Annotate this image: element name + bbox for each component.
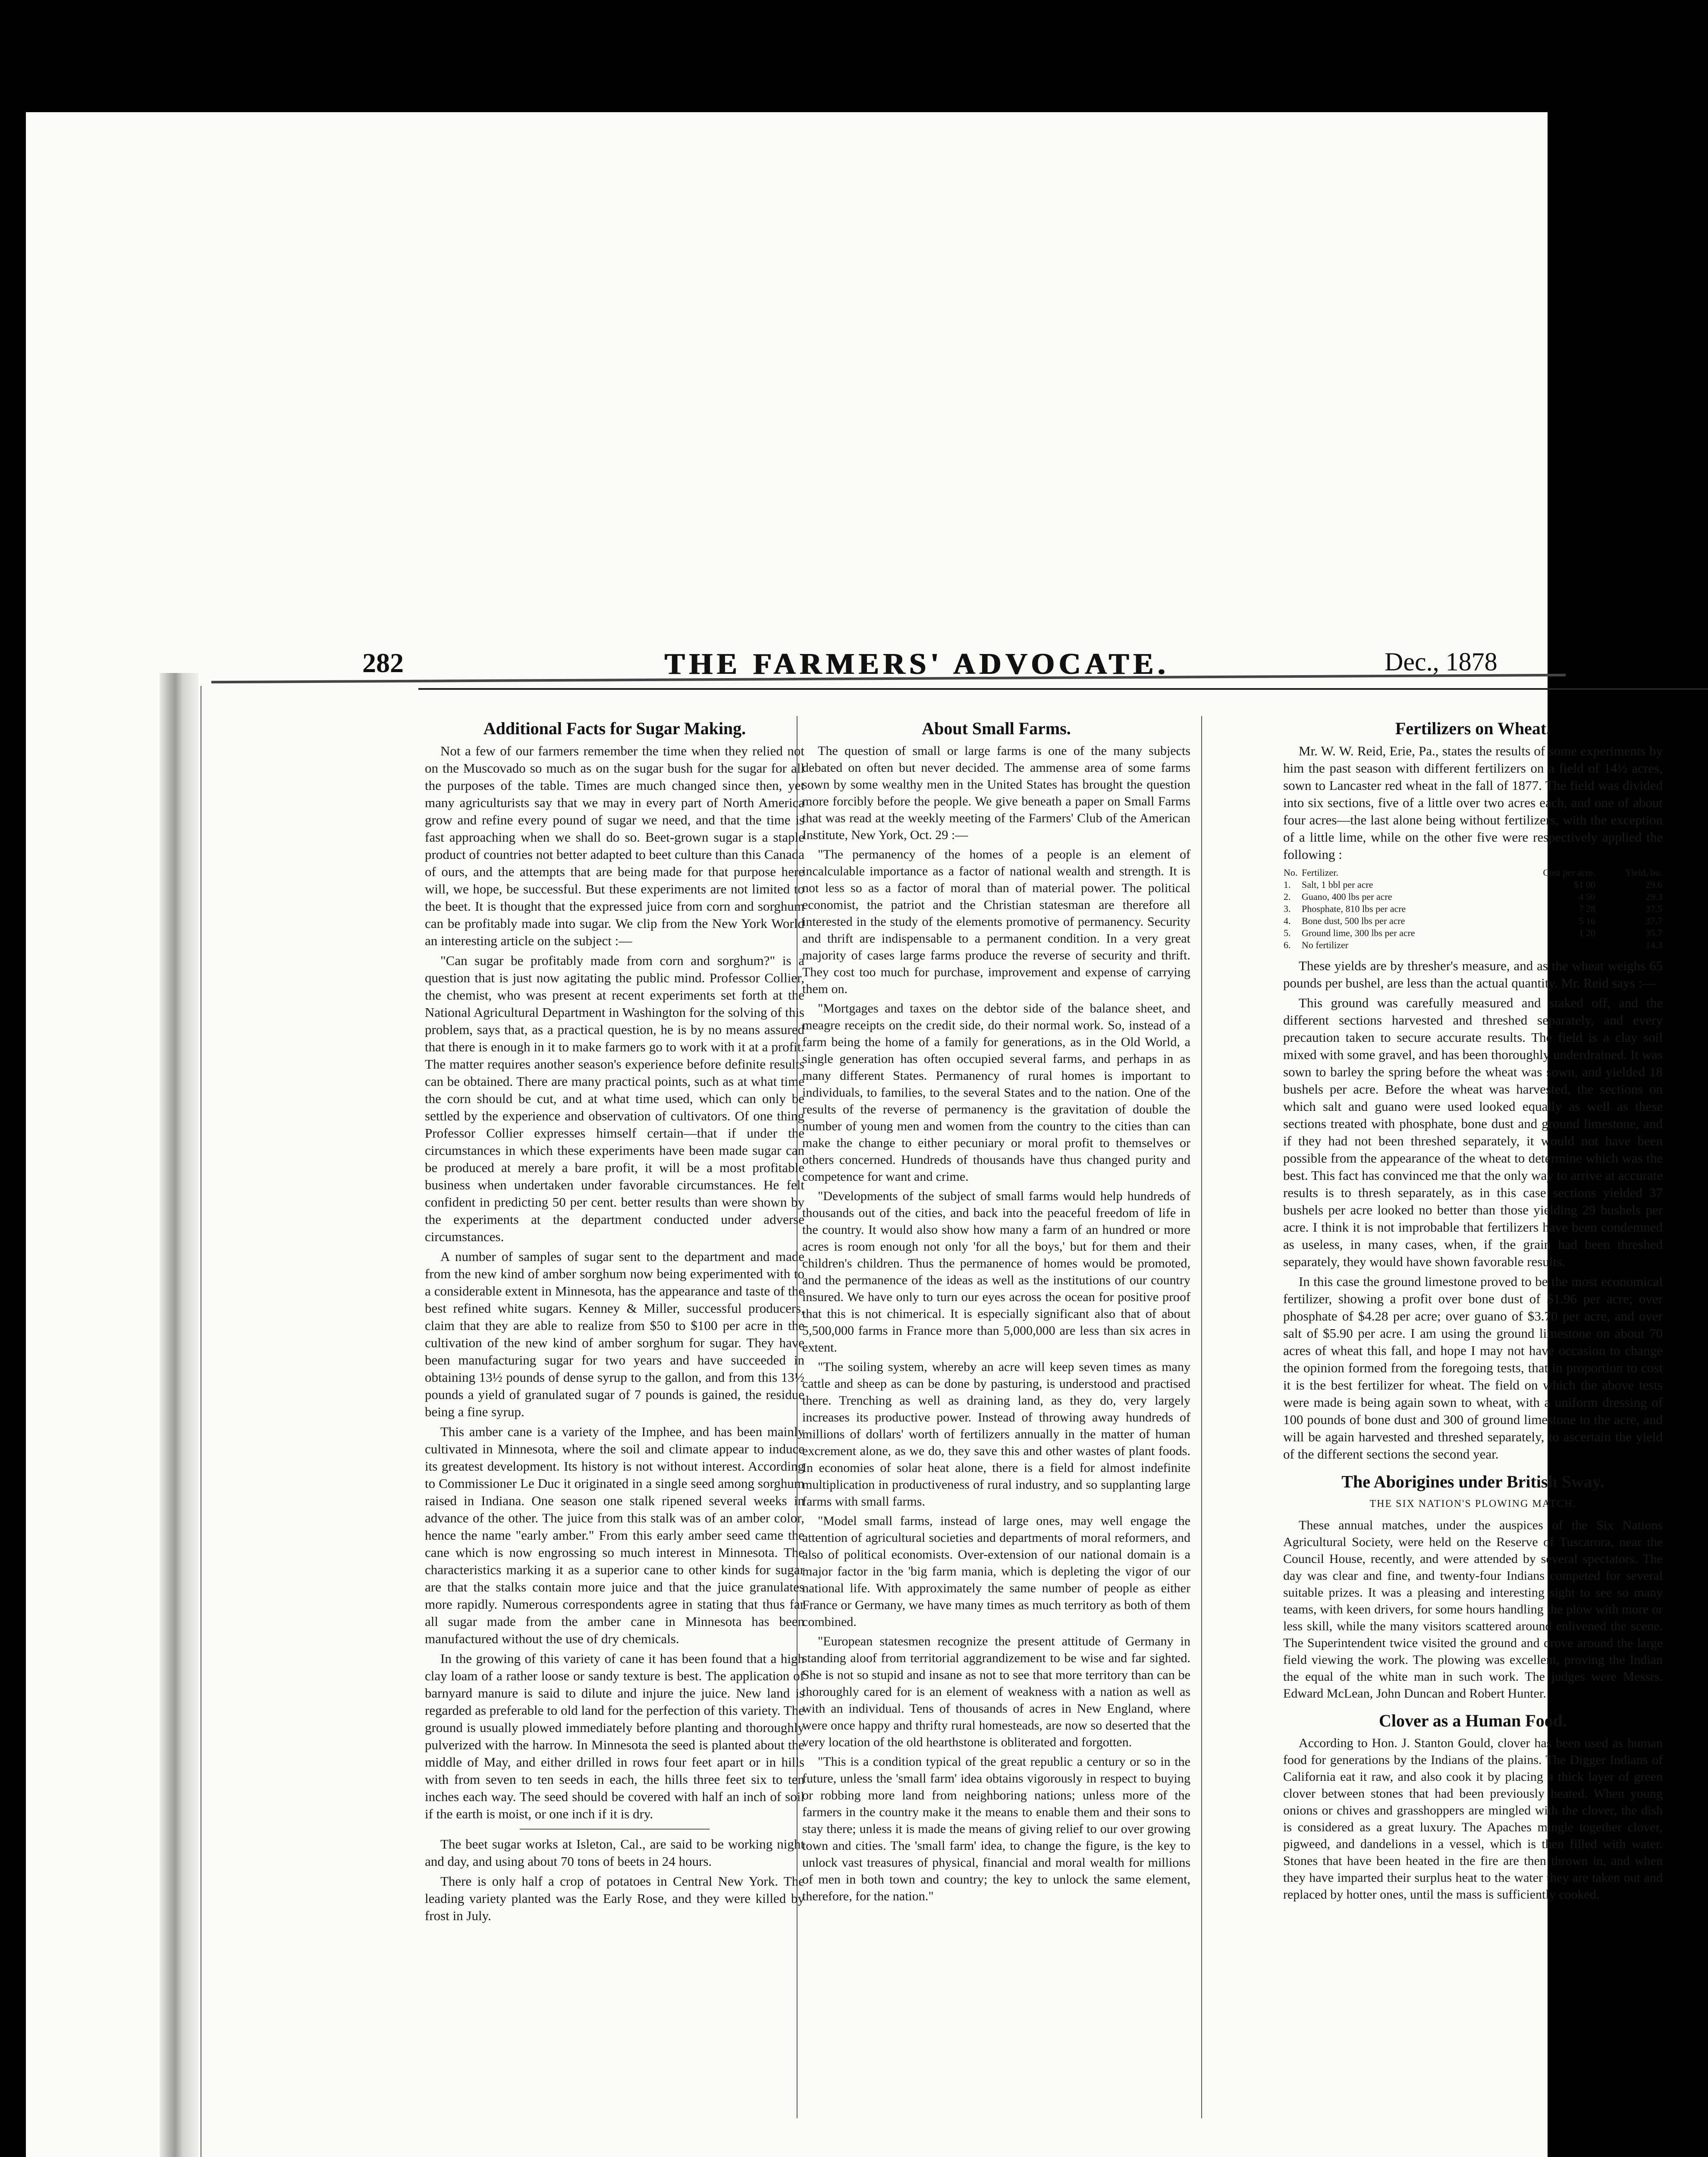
article-title: Clover as a Human Food.: [1379, 1711, 1567, 1730]
article-paragraph: These annual matches, under the auspices of the Six Nations Agricultural Society, were held on the Reserve of Tuscarora, near the Council House, recently, and were attended by several spectators. The day was clear and fine, and twenty-four Indians competed for several suitable prizes. It was a pleasing and interesting sight to see so many teams, with keen drivers, for some hours handling the plow with more or less skill, while the many visitors scattered around enlivened the scene. The Superintendent twice visited the ground and drove around the large field viewing the work. The plowing was excellent, proving the Indian the equal of the white man in such work. The judges were Messrs. Edward McLean, John Duncan and Robert Hunter.: [1283, 1518, 1663, 1701]
column-3: [1283, 718, 1663, 1905]
table-row: [1283, 915, 1663, 927]
table-cell: 6.: [1284, 940, 1291, 950]
table-cell: Bone dust, 500 lbs per acre: [1302, 915, 1405, 926]
table-cell: 37.5: [1645, 903, 1662, 914]
table-cell: 2.: [1284, 891, 1291, 902]
article-small-farms: [802, 718, 1190, 1905]
table-cell: No fertilizer: [1302, 940, 1349, 950]
table-cell: $1 00: [1574, 879, 1595, 890]
table-cell: Ground lime, 300 lbs per acre: [1302, 928, 1415, 938]
issue-date: Dec., 1878: [1385, 648, 1498, 676]
article-paragraph: This amber cane is a variety of the Imphee, and has been mainly cultivated in Minnesota, where the soil and climate appear to induce its greatest development. Its history is not without interest. According to Commissioner Le Duc it originated in a single seed among sorghum raised in Indiana. One season one stalk ripened several weeks in advance of the other. The juice from this stalk was of an amber color, hence the name "early amber." From this early amber seed came the cane which is now engrossing so much interest in Minnesota. The characteristics marking it as a superior cane to other kinds for sugar are that the stalks contain more juice and that the juice granulates more rapidly. Numerous correspondents agree in stating that thus far all sugar made from the amber cane in Minnesota has been manufactured without the use of dry chemicals.: [425, 1424, 804, 1646]
column-1: [425, 718, 804, 1927]
table-cell: 4 50: [1579, 891, 1595, 902]
table-header: Cost per acre.: [1543, 867, 1595, 878]
table-cell: 35.7: [1645, 928, 1662, 938]
table-cell: Salt, 1 bbl per acre: [1302, 879, 1373, 890]
article-paragraph: Not a few of our farmers remember the time when they relied not on the Muscovado so much as on the sugar bush for the sugar for all the purposes of the table. Times are much changed since then, yet many agriculturists say that we may in every part of North America grow and refine every pound of sugar we need, and that the time is fast approaching when we shall do so. Beet-grown sugar is a staple product of countries not better adapted to beet culture than this Canada of ours, and the attempts that are being made for that purpose here will, we hope, be successful. But these experiments are not limited to the beet. It is thought that the expressed juice from corn and sorghum can be profitably made into sugar. We clip from the New York World an interesting article on the subject :—: [425, 743, 804, 948]
article-paragraph: According to Hon. J. Stanton Gould, clover has been used as human food for generations by the Indians of the plains. The Digger Indians of California eat it raw, and also cook it by placing a thick layer of green clover between stones that had been previously heated. When young onions or chives and grasshoppers are mingled with the clover, the dish is considered as a great luxury. The Apaches mingle together clover, pigweed, and dandelions in a vessel, which is then filled with water. Stones that have been heated in the fire are then thrown in, and when they have imparted their surplus heat to the water they are taken out and replaced by hotter ones, until the mass is sufficiently cooked.: [1283, 1736, 1663, 1902]
article-paragraph: In the growing of this variety of cane it has been found that a high clay loam of a rather loose or sandy texture is best. The application of barnyard manure is said to dilute and injure the juice. New land is regarded as preferable to old land for the perfection of this variety. The ground is usually plowed immediately before planting and thoroughly pulverized with the harrow. In Minnesota the seed is planted about the middle of May, and either drilled in rows four feet apart or in hills with from seven to ten seeds in each, the hills three feet six to ten inches each way. The seed should be covered with half an inch of soil if the earth is moist, or one inch if it is dry.: [425, 1651, 804, 1821]
table-cell: 7 28: [1579, 903, 1595, 914]
table-header-row: [1283, 867, 1663, 879]
news-item: The beet sugar works at Isleton, Cal., are said to be working night and day, and using about 70 tons of beets in 24 hours.: [425, 1836, 804, 1869]
column-separator-2: [1201, 716, 1202, 2118]
table-cell: 29.6: [1645, 879, 1662, 890]
table-cell: 5 16: [1579, 915, 1595, 926]
page-header: [177, 647, 1535, 682]
table-header: Fertilizer.: [1302, 867, 1338, 878]
article-fertilizers: [1283, 718, 1663, 1463]
table-row: [1283, 879, 1663, 891]
table-header: No.: [1284, 867, 1298, 878]
article-paragraph: "The permanency of the homes of a people is an element of incalculable importance as a factor of national wealth and strength. It is not less so as a factor of moral than of material power. The political economist, the patriot and the Christian statesman are therefore all interested in the study of the elements promotive of permanency. Security and thrift are indispensable to a permanent condition. In a very great majority of cases large farms produce the reverse of security and thrift. They cost too much for purchase, improvement and expense of carrying them on.: [802, 847, 1190, 996]
article-paragraph: "Can sugar be profitably made from corn and sorghum?" is a question that is just now agitating the public mind. Professor Collier, the chemist, who was present at recent experiments set forth at the National Agricultural Department in Washington for the solving of this problem, says that, as a practical question, he is by no means assured that there is enough in it to make farmers go to work with it at a profit. The matter requires another season's experience before definite results can be obtained. There are many practical points, such as at what time the corn should be cut, and at what time used, which can only be settled by the experience and observation of cultivators. Of one thing Professor Collier expresses himself certain—that if under the circumstances in which these experiments have been made sugar can be produced at merely a bare profit, it will be a most profitable business when undertaken under favorable circumstances. He felt confident in predicting 50 per cent. better results than were shown by the experiments at the department conducted under adverse circumstances.: [425, 953, 804, 1244]
article-paragraph: "European statesmen recognize the present attitude of Germany in standing aloof from territorial aggrandizement to be wise and far sighted. She is not so stupid and insane as not to see that more territory than can be thoroughly cared for is an element of weakness with a nation as well as with an individual. Tens of thousands of acres in New England, where were once happy and thrifty rural homesteads, are now so deserted that the very location of the old hearthstone is obliterated and forgotten.: [802, 1634, 1190, 1749]
article-subtitle: THE SIX NATION'S PLOWING MATCH.: [1369, 1498, 1576, 1509]
article-paragraph: A number of samples of sugar sent to the department and made from the new kind of amber sorghum now being experimented with to a considerable extent in Minnesota, has the appearance and taste of the best refined white sugars. Kenney & Miller, successful producers, claim that they are able to realize from $50 to $100 per acre in the cultivation of the new kind of amber sorghum for sugar. They have been manufacturing sugar for two years and have succeeded in obtaining 13½ pounds of dense syrup to the gallon, and from this 13½ pounds a yield of granulated sugar of 7 pounds is gained, the residue being a fine syrup.: [425, 1249, 804, 1419]
article-paragraph: Mr. W. W. Reid, Erie, Pa., states the results of some experiments by him the past season with different fertilizers on a field of 14½ acres, sown to Lancaster red wheat in the fall of 1877. The field was divided into six sections, five of a little over two acres each, and one of about four acres—the last alone being without fertilizers, with the exception of a little lime, while on the other five were respectively applied the following :: [1283, 743, 1663, 862]
article-paragraph: "This is a condition typical of the great republic a century or so in the future, unless the 'small farm' idea obtains vigorously in respect to buying or robbing more land from neighboring nations; unless more of the farmers in the country make it the means to enable them and their sons to stay there; unless it is made the means of giving relief to our over growing town and cities. The 'small farm' idea, to change the figure, is the key to unlock vast treasures of physical, financial and moral wealth for millions of men in both town and country; the key to unlock the same element, therefore, for the nation.": [802, 1755, 1190, 1903]
article-paragraph: "The soiling system, whereby an acre will keep seven times as many cattle and sheep as can be done by pasturing, is understood and practised there. Trenching as well as draining land, as they do, very largely increases its productive power. Instead of throwing away hundreds of millions of dollars' worth of fertilizers annually in the matter of human excrement alone, as we do, they save this and other wastes of plant foods. In economies of solar heat alone, there is a field for almost indefinite multiplication in productiveness of rural industry, and so supplanting large farms with small farms.: [802, 1360, 1190, 1509]
article-paragraph: In this case the ground limestone proved to be the most economical fertilizer, showing a profit over bone dust of $1.96 per acre; over phosphate of $4.28 per acre; over guano of $3.70 per acre, and over salt of $5.90 per acre. I am using the ground limestone on about 70 acres of wheat this fall, and hope I may not have occasion to change the opinion formed from the foregoing tests, that in proportion to cost it is the best fertilizer for wheat. The field on which the above tests were made is being again sown to wheat, with a uniform dressing of 100 pounds of bone dust and 300 of ground limestone to the acre, and will be again harvested and threshed separately, to ascertain the yield of the different sections the second year.: [1283, 1274, 1663, 1462]
article-paragraph: The question of small or large farms is one of the many subjects debated on often but never decided. The ammense area of some farms sown by some wealthy men in the United States has brought the question more forcibly before the people. We give beneath a paper on Small Farms that was read at the weekly meeting of the Farmers' Club of the American Institute, New York, Oct. 29 :—: [802, 744, 1190, 842]
table-cell: 14.3: [1645, 940, 1662, 950]
article-paragraph: These yields are by thresher's measure, and as the wheat weighs 65 pounds per bushel, are less than the actual quantity. Mr. Reid says :—: [1283, 958, 1663, 990]
column-2: [802, 718, 1190, 1907]
fertilizer-table: [1283, 867, 1663, 951]
table-cell: [1502, 939, 1596, 951]
table-row: [1283, 903, 1663, 915]
table-row: [1283, 927, 1663, 939]
news-item: There is only half a crop of potatoes in Central New York. The leading variety planted was the Early Rose, and they were killed by frost in July.: [425, 1874, 804, 1923]
table-cell: 1.: [1284, 879, 1291, 890]
table-cell: Phosphate, 810 lbs per acre: [1302, 903, 1406, 914]
article-title: Fertilizers on Wheat.: [1395, 719, 1551, 738]
table-row: [1283, 891, 1663, 903]
article-paragraph: This ground was carefully measured and staked off, and the different sections harvested and threshed separately, and every precaution taken to secure accurate results. The field is a clay soil mixed with some gravel, and has been thoroughly underdrained. It was sown to barley the spring before the wheat was sown, and yielded 18 bushels per acre. Before the wheat was harvested, the sections on which salt and guano were used looked equally as well as these sections treated with phosphate, bone dust and ground limestone, and if they had not been threshed separately, it would not have been possible from the appearance of the wheat to determine which was the best. This fact has convinced me that the only way to arrive at accurate results is to thresh separately, as in this case sections yielded 37 bushels per acre looked no better than those yielding 29 bushels per acre. I think it is not improbable that fertilizers have been condemned as useless, in many cases, when, if the grain had been threshed separately, they would have shown favorable results.: [1283, 995, 1663, 1269]
section-divider: [520, 1829, 710, 1830]
article-paragraph: "Mortgages and taxes on the debtor side of the balance sheet, and meagre receipts on the credit side, do their normal work. So, instead of a farm being the home of a family for generations, as in the Old World, a single generation has often occupied several farms, and perhaps in as many different States. Permanency of rural homes is important to individuals, to families, to the several States and to the nation. One of the results of the reverse of permanency is the gravitation of double the number of young men and women from the country to the cities than can make the change to either pecuniary or moral profit to themselves or others concerned. Hundreds of thousands have thus changed purity and competence for want and crime.: [802, 1001, 1190, 1184]
table-cell: 4.: [1284, 915, 1291, 926]
header-rule: [418, 688, 1708, 690]
table-row: [1283, 939, 1663, 951]
article-clover: [1283, 1711, 1663, 1903]
article-title: Additional Facts for Sugar Making.: [483, 719, 746, 738]
article-aborigines: [1283, 1472, 1663, 1702]
page-number: 282: [362, 648, 404, 678]
table-cell: 37.7: [1645, 915, 1662, 926]
masthead-title: THE FARMERS' ADVOCATE.: [664, 648, 1169, 681]
table-header: Yield, bu.: [1625, 867, 1662, 878]
article-paragraph: "Model small farms, instead of large ones, may well engage the attention of agricultural societies and departments of moral reformers, and also of political economists. Over-extension of our national domain is a major factor in the 'big farm mania, which is depleting the vigor of our national life. With approximately the same number of people as either France or Germany, we have many times as much territory as both of them combined.: [802, 1514, 1190, 1629]
article-paragraph: "Developments of the subject of small farms would help hundreds of thousands out of the cities, and back into the peaceful freedom of life in the country. It would also show how many a farm of an hundred or more acres is room enough not only 'for all the boys,' but for them and their children's children. Thus the permanence of homes would be promoted, and the permanence of the ideas as well as the institutions of our country insured. We have only to turn our eyes across the ocean for positive proof that this is not chimerical. It is especially significant also that of about 5,500,000 farms in France more than 5,000,000 are less than six acres in extent.: [802, 1189, 1190, 1355]
table-cell: 29.3: [1645, 891, 1662, 902]
article-title: About Small Farms.: [922, 719, 1071, 738]
article-title: The Aborigines under British Sway.: [1341, 1472, 1604, 1491]
page-binding: [160, 673, 198, 2157]
table-cell: Guano, 400 lbs per acre: [1302, 891, 1392, 902]
table-cell: 3.: [1284, 903, 1291, 914]
table-cell: 5.: [1284, 928, 1291, 938]
article-sugar-making: [425, 718, 804, 1924]
table-cell: 1 20: [1579, 928, 1595, 938]
